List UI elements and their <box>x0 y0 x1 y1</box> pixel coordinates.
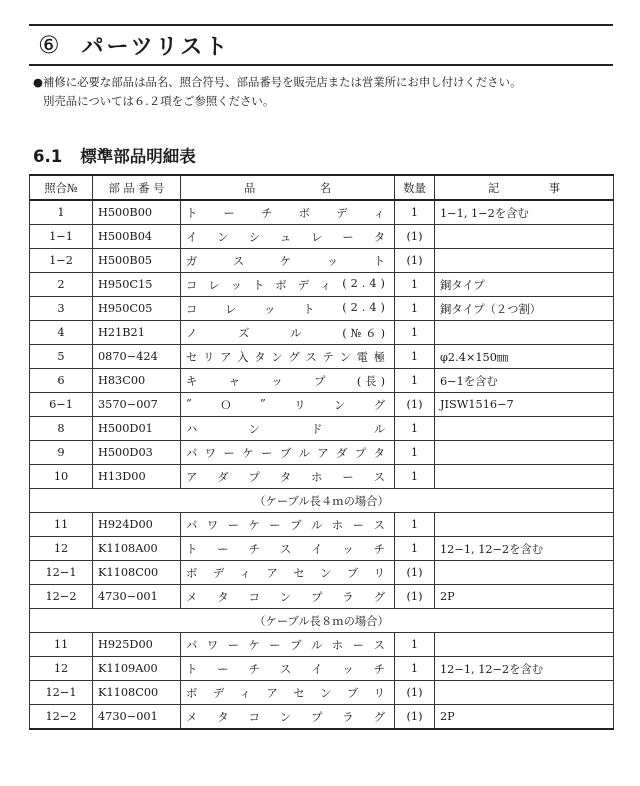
part-name-char: シ <box>248 230 264 244</box>
ref-no-cell: 1 <box>30 200 93 225</box>
qty-cell: 1 <box>395 417 435 441</box>
part-name-char: プ <box>311 590 327 604</box>
part-name-cell <box>181 537 395 561</box>
qty-cell: (1) <box>395 585 435 609</box>
part-number-cell: H950C05 <box>93 297 181 321</box>
part-name-char: セ <box>186 350 202 364</box>
part-name-char: グ <box>288 350 304 364</box>
part-name-char: ラ <box>342 590 358 604</box>
part-number-cell: H500B00 <box>93 200 181 225</box>
part-name-char: ブ <box>290 518 306 532</box>
qty-cell: 1 <box>395 537 435 561</box>
part-name-char: ル <box>290 326 306 340</box>
part-name-char: ー <box>352 518 369 532</box>
part-name-char: ル <box>373 422 389 436</box>
part-name-char: ル <box>311 518 327 532</box>
ref-no-cell: 12−1 <box>30 681 93 705</box>
part-name-char: 電 <box>356 350 372 364</box>
part-name-char: パ <box>186 446 202 460</box>
part-name-char: ス <box>279 542 296 556</box>
part-name-char: ス <box>373 638 389 652</box>
part-name-char: ト <box>186 662 202 676</box>
part-name-char: セ <box>293 686 309 700</box>
part-number-cell: H924D00 <box>93 513 181 537</box>
part-name-char: ト <box>186 542 202 556</box>
part-number-cell: H500B05 <box>93 249 181 273</box>
part-name-char: ー <box>223 206 239 220</box>
table-row <box>30 681 614 705</box>
ref-no-cell: 8 <box>30 417 93 441</box>
ref-no-cell: 6−1 <box>30 393 93 417</box>
remarks-cell <box>435 465 614 489</box>
header-name-char: 品 <box>244 181 256 195</box>
ref-no-cell: 2 <box>30 273 93 297</box>
notes <box>33 73 521 111</box>
part-name-char: ン <box>333 398 350 412</box>
part-name-char: メ <box>186 590 202 604</box>
part-number-cell: H83C00 <box>93 369 181 393</box>
top-rule <box>29 24 613 26</box>
part-name-char: リ <box>294 398 310 412</box>
part-name-char: “ <box>186 396 196 410</box>
part-name-char: リ <box>203 350 219 364</box>
ref-no-cell: 12−2 <box>30 585 93 609</box>
part-name-char: ー <box>217 542 233 556</box>
part-name-char: ー <box>227 518 243 532</box>
part-name-char: グ <box>373 590 389 604</box>
table-row <box>30 705 614 730</box>
qty-cell: 1 <box>395 369 435 393</box>
part-name-char: ガ <box>186 254 202 268</box>
table-row <box>30 441 614 465</box>
part-name-char: ン <box>320 566 336 580</box>
part-name-char: ト <box>252 278 269 292</box>
part-name-char: ケ <box>248 638 264 652</box>
remarks-cell <box>435 249 614 273</box>
part-name-char: ” <box>259 396 270 410</box>
part-name-cell <box>181 705 395 730</box>
part-name-char: ー <box>223 446 239 460</box>
remarks-cell: 12−1, 12−2を含む <box>435 657 614 681</box>
qty-cell: 1 <box>395 657 435 681</box>
part-name-char: ケ <box>279 254 296 268</box>
part-name-char: デ <box>297 278 313 292</box>
table-row <box>30 561 614 585</box>
part-name-char: ボ <box>298 206 314 220</box>
header-qty: 数量 <box>395 175 435 200</box>
part-name-cell <box>181 369 395 393</box>
part-number-cell: 4730−001 <box>93 585 181 609</box>
part-name-char: ワ <box>206 518 223 532</box>
remarks-cell: 1−1, 1−2を含む <box>435 200 614 225</box>
part-name-char: ア <box>266 686 282 700</box>
part-number-cell: K1108A00 <box>93 537 181 561</box>
part-name-char: ィ <box>319 278 336 292</box>
part-name-char: ブ <box>346 686 363 700</box>
part-name-char: セ <box>293 566 309 580</box>
parts-table <box>29 174 614 730</box>
qty-cell: (1) <box>395 225 435 249</box>
part-name-char: ン <box>279 590 296 604</box>
table-row <box>30 249 614 273</box>
table-row <box>30 633 614 657</box>
part-name-char: ワ <box>204 446 221 460</box>
part-name-char: ホ <box>331 518 348 532</box>
part-name-char: ア <box>220 350 236 364</box>
part-name-cell <box>181 657 395 681</box>
part-name-cell <box>181 200 395 225</box>
ref-no-cell: 12−1 <box>30 561 93 585</box>
parts-table-body <box>30 200 614 729</box>
part-number-cell: K1108C00 <box>93 681 181 705</box>
part-name-char: リ <box>373 686 389 700</box>
part-name-char: ト <box>303 302 319 316</box>
part-name-char: イ <box>311 662 327 676</box>
part-name-char: ボ <box>275 278 291 292</box>
part-name-char: プ <box>248 470 264 484</box>
part-name-char: タ <box>217 590 233 604</box>
part-number-cell: H13D00 <box>93 465 181 489</box>
part-name-char: ッ <box>342 662 358 676</box>
part-name-char: テ <box>322 350 338 364</box>
part-name-char: ン <box>217 230 233 244</box>
table-row <box>30 393 614 417</box>
part-name-char: ー <box>352 638 369 652</box>
part-name-char: ハ <box>186 422 202 436</box>
remarks-cell: φ2.4×150㎜ <box>435 345 614 369</box>
qty-cell: 1 <box>395 297 435 321</box>
part-name-cell <box>181 585 395 609</box>
part-name-char: ズ <box>238 326 254 340</box>
part-name-char: プ <box>354 446 371 460</box>
part-name-char: ッ <box>326 254 343 268</box>
part-name-char: タ <box>279 470 296 484</box>
part-name-char: ア <box>317 446 333 460</box>
part-name-char: レ <box>208 278 224 292</box>
ref-no-cell: 11 <box>30 513 93 537</box>
part-name-char: ケ <box>242 446 258 460</box>
part-name-char: ホ <box>311 470 327 484</box>
part-name-char: ド <box>311 422 327 436</box>
part-name-char: ア <box>266 566 282 580</box>
part-number-cell: 0870−424 <box>93 345 181 369</box>
part-name-char: ダ <box>336 446 352 460</box>
remarks-cell: 2P <box>435 705 614 730</box>
part-number-cell: 3570−007 <box>93 393 181 417</box>
part-name-char: ッ <box>230 278 246 292</box>
section-label: （ケーブル長４ｍの場合） <box>30 489 614 513</box>
table-row <box>30 225 614 249</box>
part-name-char: タ <box>254 350 270 364</box>
part-name-cell <box>181 393 395 417</box>
header-remark-char: 事 <box>548 181 560 195</box>
section-number: 6.1 <box>33 147 63 166</box>
part-name-char: ィ <box>239 566 255 580</box>
qty-cell: (1) <box>395 561 435 585</box>
part-name-char: (2.4) <box>342 276 389 290</box>
ref-no-cell: 9 <box>30 441 93 465</box>
qty-cell: 1 <box>395 633 435 657</box>
part-number-cell: K1109A00 <box>93 657 181 681</box>
part-name-char: レ <box>311 230 327 244</box>
part-name-char: ー <box>217 662 233 676</box>
header-name-char: 名 <box>319 181 331 195</box>
part-number-cell: H21B21 <box>93 321 181 345</box>
remarks-cell <box>435 513 614 537</box>
ref-no-cell: 3 <box>30 297 93 321</box>
part-name-char: リ <box>373 566 389 580</box>
remarks-cell <box>435 225 614 249</box>
ref-no-cell: 4 <box>30 321 93 345</box>
table-row <box>30 657 614 681</box>
part-name-char: チ <box>248 542 264 556</box>
note-line-1: ●補修に必要な部品は品名、照合符号、部品番号を販売店または営業所にお申し付けください。 <box>33 75 522 89</box>
part-name-char: ッ <box>271 374 287 388</box>
part-name-char: ン <box>248 422 264 436</box>
part-number-cell: H500D01 <box>93 417 181 441</box>
remarks-cell <box>435 321 614 345</box>
part-name-char: メ <box>186 710 202 724</box>
remarks-cell: 2P <box>435 585 614 609</box>
table-row <box>30 321 614 345</box>
remarks-cell: 6−1を含む <box>435 369 614 393</box>
remarks-cell <box>435 681 614 705</box>
part-name-char: イ <box>311 542 327 556</box>
part-name-char: タ <box>373 230 389 244</box>
part-name-char: ト <box>186 206 202 220</box>
part-name-char: Ｏ <box>220 398 236 412</box>
part-name-cell <box>181 465 395 489</box>
part-name-char: ン <box>320 686 336 700</box>
part-name-char: ア <box>186 470 202 484</box>
qty-cell: 1 <box>395 273 435 297</box>
table-row <box>30 417 614 441</box>
remarks-cell: 銅タイプ <box>435 273 614 297</box>
part-name-char: ィ <box>239 686 255 700</box>
part-name-char: デ <box>336 206 352 220</box>
header-part-name <box>181 175 395 200</box>
part-name-char: デ <box>212 686 229 700</box>
ref-no-cell: 12−2 <box>30 705 93 730</box>
part-name-char: 入 <box>237 350 253 364</box>
part-name-char: 極 <box>373 350 389 364</box>
part-name-char: ス <box>373 470 389 484</box>
part-name-char: チ <box>261 206 277 220</box>
part-name-char: プ <box>314 374 330 388</box>
part-name-char: ケ <box>248 518 264 532</box>
part-number-cell: H500B04 <box>93 225 181 249</box>
part-number-cell: H500D03 <box>93 441 181 465</box>
part-name-cell <box>181 225 395 249</box>
part-number-cell: K1108C00 <box>93 561 181 585</box>
part-name-char: ブ <box>346 566 363 580</box>
part-name-char: ワ <box>206 638 223 652</box>
part-name-char: ス <box>279 662 296 676</box>
part-name-char: ト <box>373 254 389 268</box>
qty-cell: 1 <box>395 513 435 537</box>
part-name-char: タ <box>373 446 389 460</box>
part-name-cell <box>181 249 395 273</box>
table-section-row <box>30 489 614 513</box>
part-name-cell <box>181 273 395 297</box>
section-title: 標準部品明細表 <box>80 147 196 166</box>
part-name-char: チ <box>373 662 389 676</box>
part-number-cell: H950C15 <box>93 273 181 297</box>
part-name-char: ブ <box>279 446 296 460</box>
qty-cell: 1 <box>395 441 435 465</box>
part-name-cell <box>181 513 395 537</box>
table-row <box>30 465 614 489</box>
header-ref-no: 照合№ <box>30 175 93 200</box>
remarks-cell <box>435 561 614 585</box>
part-name-char: ン <box>339 350 355 364</box>
heading-title: パーツリスト <box>81 34 231 60</box>
qty-cell: (1) <box>395 705 435 730</box>
ref-no-cell: 1−2 <box>30 249 93 273</box>
part-number-cell: H925D00 <box>93 633 181 657</box>
table-row <box>30 513 614 537</box>
part-name-char: ィ <box>373 206 389 220</box>
part-name-char: ブ <box>290 638 306 652</box>
part-name-char: コ <box>248 590 264 604</box>
part-name-cell <box>181 321 395 345</box>
remarks-cell <box>435 441 614 465</box>
heading-underline <box>29 64 613 66</box>
part-name-char: ボ <box>186 686 202 700</box>
part-name-char: ス <box>305 350 321 364</box>
header-remark-char: 記 <box>488 181 500 195</box>
part-name-char: ー <box>269 638 285 652</box>
part-name-cell <box>181 441 395 465</box>
remarks-cell: 銅タイプ（２つ割） <box>435 297 614 321</box>
ref-no-cell: 10 <box>30 465 93 489</box>
part-name-char: デ <box>212 566 229 580</box>
part-name-char: プ <box>311 710 327 724</box>
part-name-char: グ <box>373 398 389 412</box>
table-row <box>30 273 614 297</box>
part-name-char: (長) <box>356 374 389 388</box>
part-name-char: チ <box>248 662 264 676</box>
part-name-char: コ <box>186 302 202 316</box>
part-name-char: ス <box>232 254 249 268</box>
qty-cell: (1) <box>395 681 435 705</box>
ref-no-cell: 11 <box>30 633 93 657</box>
part-name-char: ノ <box>186 326 202 340</box>
part-name-char: ン <box>271 350 287 364</box>
table-row <box>30 537 614 561</box>
part-name-char: ー <box>261 446 277 460</box>
qty-cell: 1 <box>395 321 435 345</box>
table-row <box>30 585 614 609</box>
table-row <box>30 297 614 321</box>
part-name-char: グ <box>373 710 389 724</box>
part-number-cell: 4730−001 <box>93 705 181 730</box>
part-name-char: タ <box>217 710 233 724</box>
qty-cell: (1) <box>395 249 435 273</box>
part-name-char: レ <box>225 302 241 316</box>
remarks-cell: JISW1516−7 <box>435 393 614 417</box>
remarks-cell: 12−1, 12−2を含む <box>435 537 614 561</box>
part-name-char: パ <box>186 518 202 532</box>
part-name-cell <box>181 561 395 585</box>
note-line-2: 別売品については６.２項をご参照ください。 <box>43 94 275 108</box>
part-name-char: コ <box>248 710 264 724</box>
part-name-char: ー <box>342 230 358 244</box>
part-name-char: (2.4) <box>342 300 389 314</box>
ref-no-cell: 5 <box>30 345 93 369</box>
part-name-char: ャ <box>228 374 245 388</box>
part-name-char: ラ <box>342 710 358 724</box>
table-header-row <box>30 175 614 200</box>
part-name-char: ン <box>279 710 296 724</box>
ref-no-cell: 12 <box>30 537 93 561</box>
part-name-cell <box>181 345 395 369</box>
part-name-char: ボ <box>186 566 202 580</box>
heading-number: ⑥ <box>38 31 60 59</box>
part-name-char: ー <box>227 638 243 652</box>
qty-cell: 1 <box>395 465 435 489</box>
table-row <box>30 345 614 369</box>
part-name-char: ー <box>269 518 285 532</box>
part-name-char: ッ <box>264 302 280 316</box>
part-name-char: ッ <box>342 542 358 556</box>
section-heading <box>33 143 196 167</box>
ref-no-cell: 6 <box>30 369 93 393</box>
part-name-char: ダ <box>217 470 233 484</box>
part-name-char: パ <box>186 638 202 652</box>
qty-cell: 1 <box>395 200 435 225</box>
header-part-number: 部 品 番 号 <box>93 175 181 200</box>
part-name-char: コ <box>186 278 202 292</box>
qty-cell: (1) <box>395 393 435 417</box>
table-row <box>30 200 614 225</box>
section-label: （ケーブル長８ｍの場合） <box>30 609 614 633</box>
part-name-char: ホ <box>331 638 348 652</box>
part-name-cell <box>181 633 395 657</box>
part-name-char: ス <box>373 518 389 532</box>
part-name-cell <box>181 297 395 321</box>
table-section-row <box>30 609 614 633</box>
qty-cell: 1 <box>395 345 435 369</box>
header-remarks <box>435 175 614 200</box>
table-row <box>30 369 614 393</box>
part-name-char: (№６) <box>342 326 389 340</box>
part-name-char: ー <box>342 470 358 484</box>
part-name-cell <box>181 681 395 705</box>
ref-no-cell: 1−1 <box>30 225 93 249</box>
part-name-cell <box>181 417 395 441</box>
remarks-cell <box>435 633 614 657</box>
part-name-char: キ <box>186 374 202 388</box>
page-heading <box>38 27 230 63</box>
remarks-cell <box>435 417 614 441</box>
part-name-char: ル <box>298 446 314 460</box>
part-name-char: チ <box>373 542 389 556</box>
part-name-char: ュ <box>279 230 296 244</box>
ref-no-cell: 12 <box>30 657 93 681</box>
part-name-char: ル <box>311 638 327 652</box>
part-name-char: イ <box>186 230 202 244</box>
